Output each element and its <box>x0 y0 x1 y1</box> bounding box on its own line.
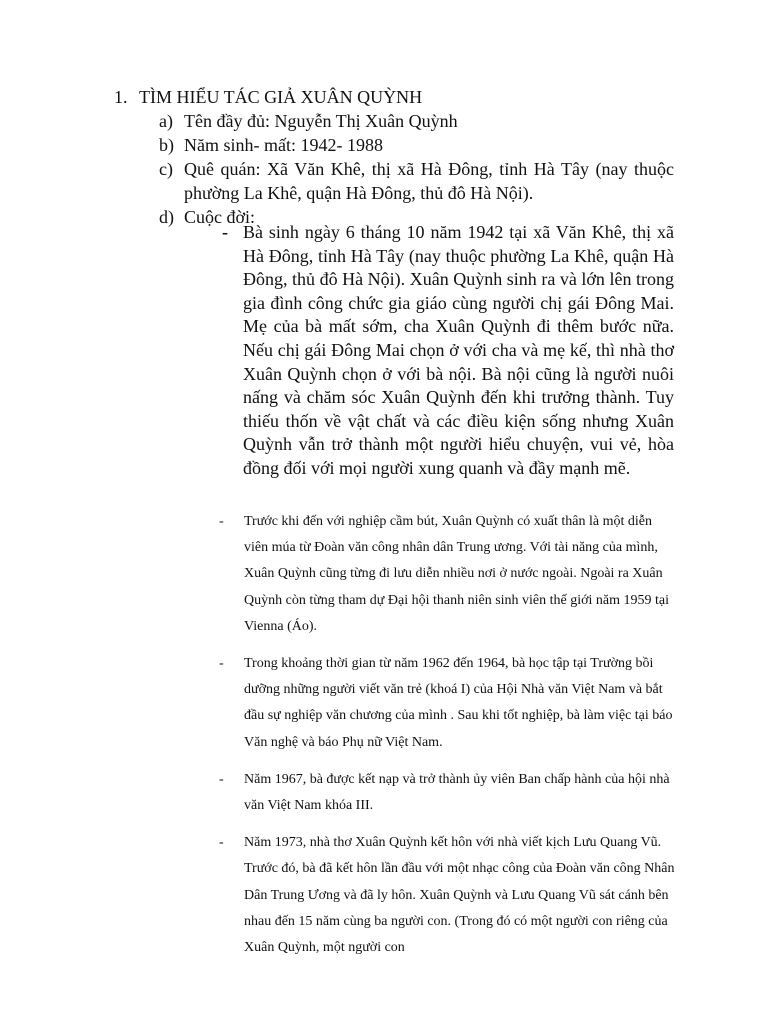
info-item-text: Năm sinh- mất: 1942- 1988 <box>184 135 383 155</box>
list-item-dash: - <box>219 656 224 672</box>
heading-title: TÌM HIỂU TÁC GIẢ XUÂN QUỲNH <box>139 87 423 107</box>
list-item-dash: - <box>219 514 224 529</box>
list-item <box>219 651 675 756</box>
info-item-text: Tên đầy đủ: Nguyễn Thị Xuân Quỳnh <box>184 111 458 131</box>
biography-paragraph <box>222 221 674 481</box>
list-item-dash: - <box>219 771 224 787</box>
list-item-text: Năm 1967, bà được kết nạp và trở thành ủy viên Ban chấp hành của hội nhà văn Việt Nam khóa III. <box>244 771 670 814</box>
info-item-marker: a) <box>159 111 173 131</box>
info-item-marker: d) <box>159 207 174 227</box>
biography-text: Bà sinh ngày 6 tháng 10 năm 1942 tại xã Văn Khê, thị xã Hà Đông, tỉnh Hà Tây (nay thuộc phường La Khê, quận Hà Đông, thủ đô Hà Nội). Xuân Quỳnh sinh ra và lớn lên trong gia đình công chức gia giáo cùng người chị gái Đông Mai. Mẹ của bà mất sớm, cha Xuân Quỳnh đi thêm bước nữa. Nếu chị gái Đông Mai chọn ở với cha và mẹ kế, thì nhà thơ Xuân Quỳnh chọn ở với bà nội. Bà nội cũng là người nuôi nấng và chăm sóc Xuân Quỳnh đến khi trưởng thành. Tuy thiếu thốn về vật chất và các điều kiện sống nhưng Xuân Quỳnh vẫn trở thành một người hiểu chuyện, vui vẻ, hòa đồng đối với mọi người xung quanh và đầy mạnh mẽ. <box>243 222 674 478</box>
section-heading <box>114 85 422 109</box>
info-item-marker: c) <box>159 159 173 179</box>
info-item-lifespan <box>159 133 674 157</box>
info-item-text: Quê quán: Xã Văn Khê, thị xã Hà Đông, tỉnh Hà Tây (nay thuộc phường La Khê, quận Hà Đông, thủ đô Hà Nội). <box>184 159 674 203</box>
heading-number: 1. <box>114 87 128 107</box>
info-item-marker: b) <box>159 135 174 155</box>
list-item-text: Năm 1973, nhà thơ Xuân Quỳnh kết hôn với nhà viết kịch Lưu Quang Vũ. Trước đó, bà đã kết hôn lần đầu với một nhạc công của Đoàn văn công Nhân Dân Trung Ương và đã ly hôn. Xuân Quỳnh và Lưu Quang Vũ sát cánh bên nhau đến 15 năm cùng ba người con. (Trong đó có một người con riêng của Xuân Quỳnh, một người con <box>244 835 675 956</box>
list-item <box>219 830 675 961</box>
list-item <box>219 509 675 640</box>
list-item-text: Trong khoảng thời gian từ năm 1962 đến 1964, bà học tập tại Trường bồi dưỡng những người viết văn trẻ (khoá I) của Hội Nhà văn Việt Nam và bắt đầu sự nghiệp văn chương của mình . Sau khi tốt nghiệp, bà làm việc tại báo Văn nghệ và báo Phụ nữ Việt Nam. <box>244 656 673 750</box>
list-item-dash: - <box>219 835 224 851</box>
list-item <box>219 767 675 819</box>
biography-item <box>222 221 674 481</box>
list-item-text: Trước khi đến với nghiệp cầm bút, Xuân Quỳnh có xuất thân là một diễn viên múa từ Đoàn văn công nhân dân Trung ương. Với tài năng của mình, Xuân Quỳnh cũng từng đi lưu diễn nhiều nơi ở nước ngoài. Ngoài ra Xuân Quỳnh còn từng tham dự Đại hội thanh niên sinh viên thế giới năm 1959 tại Vienna (Áo). <box>244 514 670 634</box>
info-item-full-name <box>159 109 674 133</box>
career-events-list <box>219 509 675 972</box>
info-list <box>159 109 674 229</box>
info-item-hometown <box>159 157 674 205</box>
info-item-text: Cuộc đời: <box>184 207 256 227</box>
biography-dash: - <box>222 222 228 242</box>
